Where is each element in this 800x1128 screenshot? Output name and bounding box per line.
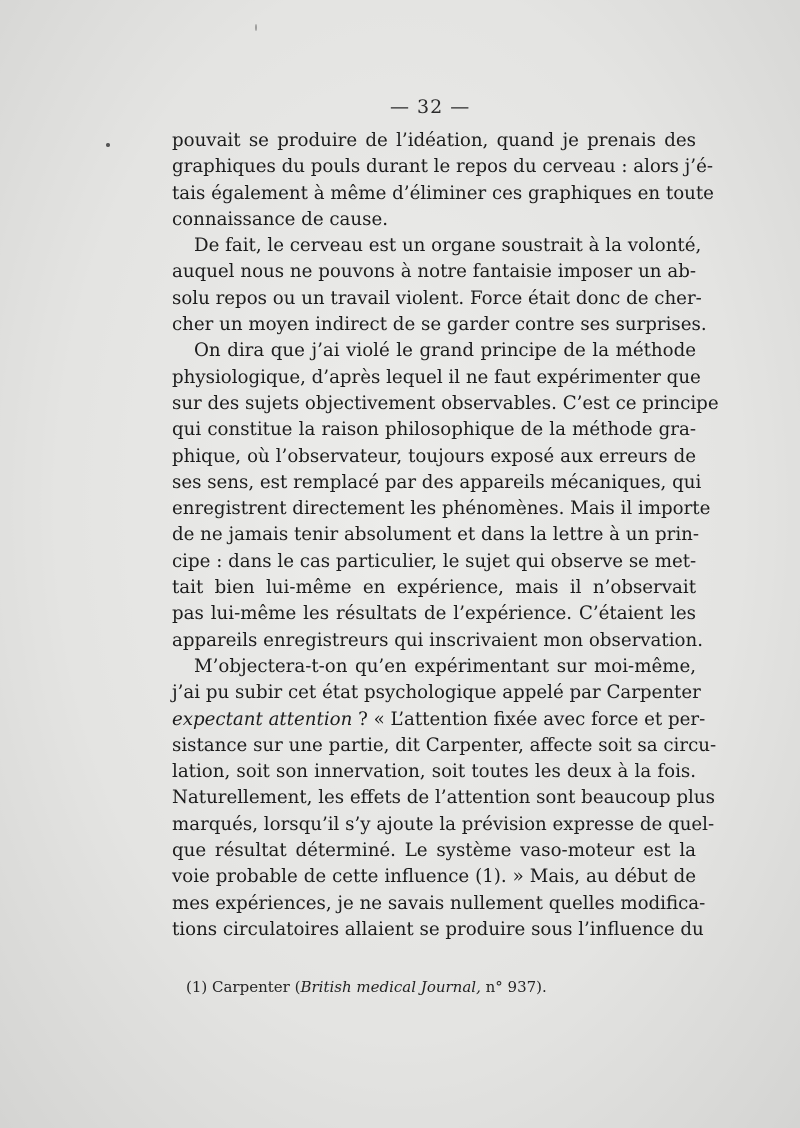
footnote-prefix: (1) Carpenter (	[186, 978, 301, 996]
text-line: appareils enregistreurs qui inscrivaient mon observation.	[172, 629, 703, 651]
text-line: de ne jamais tenir absolument et dans la lettre à un prin-	[172, 524, 700, 546]
italic-phrase: expectant attention	[172, 708, 353, 730]
body-text	[172, 128, 719, 943]
page-number: — 32 —	[390, 96, 471, 118]
text-line-italic-start	[172, 707, 706, 733]
text-line: phique, où l’observateur, toujours exposé aux erreurs de	[172, 445, 696, 467]
text-line: tais également à même d’éliminer ces graphiques en toute	[172, 182, 714, 204]
text-line: marqués, lorsqu’il s’y ajoute la prévision expresse de quel-	[172, 813, 715, 835]
text-line: mes expériences, je ne savais nullement quelles modifica-	[172, 892, 706, 914]
text-line: On dira que j’ai violé le grand principe de la méthode	[194, 340, 696, 362]
text-line: De fait, le cerveau est un organe soustrait à la volonté,	[194, 235, 702, 257]
footnote-suffix: n° 937).	[480, 978, 547, 996]
text-line: tions circulatoires allaient se produire sous l’influence du	[172, 918, 704, 940]
text-line: graphiques du pouls durant le repos du cerveau : alors j’é-	[172, 156, 713, 178]
text-line: ses sens, est remplacé par des appareils mécaniques, qui	[172, 471, 702, 493]
text-line: cipe : dans le cas particulier, le sujet qui observe se met-	[172, 550, 697, 572]
text-line: que résultat déterminé. Le système vaso-moteur est la	[172, 840, 696, 862]
margin-speck	[255, 24, 257, 31]
text-line: sur des sujets objectivement observables. C’est ce principe	[172, 392, 719, 414]
margin-speck	[106, 143, 110, 147]
line-rest: ? « L’attention fixée avec force et per-	[352, 708, 706, 730]
text-line: qui constitue la raison philosophique de la méthode gra-	[172, 419, 696, 441]
text-line: cher un moyen indirect de se garder contre ses surprises.	[172, 314, 707, 336]
text-line: solu repos ou un travail violent. Force était donc de cher-	[172, 287, 702, 309]
footnote	[186, 978, 547, 996]
text-line: enregistrent directement les phénomènes. Mais il importe	[172, 498, 711, 520]
text-line: connaissance de cause.	[172, 208, 388, 230]
text-line: lation, soit son innervation, soit toutes les deux à la fois.	[172, 761, 696, 783]
text-line: M’objectera-t-on qu’en expérimentant sur moi-même,	[194, 655, 696, 677]
text-line: tait bien lui-même en expérience, mais il n’observait	[172, 577, 696, 599]
text-line: pouvait se produire de l’idéation, quand je prenais des	[172, 130, 696, 151]
footnote-journal: British medical Journal,	[300, 978, 481, 996]
text-line: voie probable de cette influence (1). » Mais, au début de	[172, 866, 696, 888]
text-line: j’ai pu subir cet état psychologique appelé par Carpenter	[172, 682, 701, 704]
text-line: Naturellement, les effets de l’attention sont beaucoup plus	[172, 787, 715, 809]
text-line: pas lui-même les résultats de l’expérience. C’étaient les	[172, 603, 696, 625]
text-line: physiologique, d’après lequel il ne faut expérimenter que	[172, 366, 701, 388]
text-line: auquel nous ne pouvons à notre fantaisie imposer un ab-	[172, 261, 696, 283]
text-line: sistance sur une partie, dit Carpenter, affecte soit sa circu-	[172, 734, 717, 756]
